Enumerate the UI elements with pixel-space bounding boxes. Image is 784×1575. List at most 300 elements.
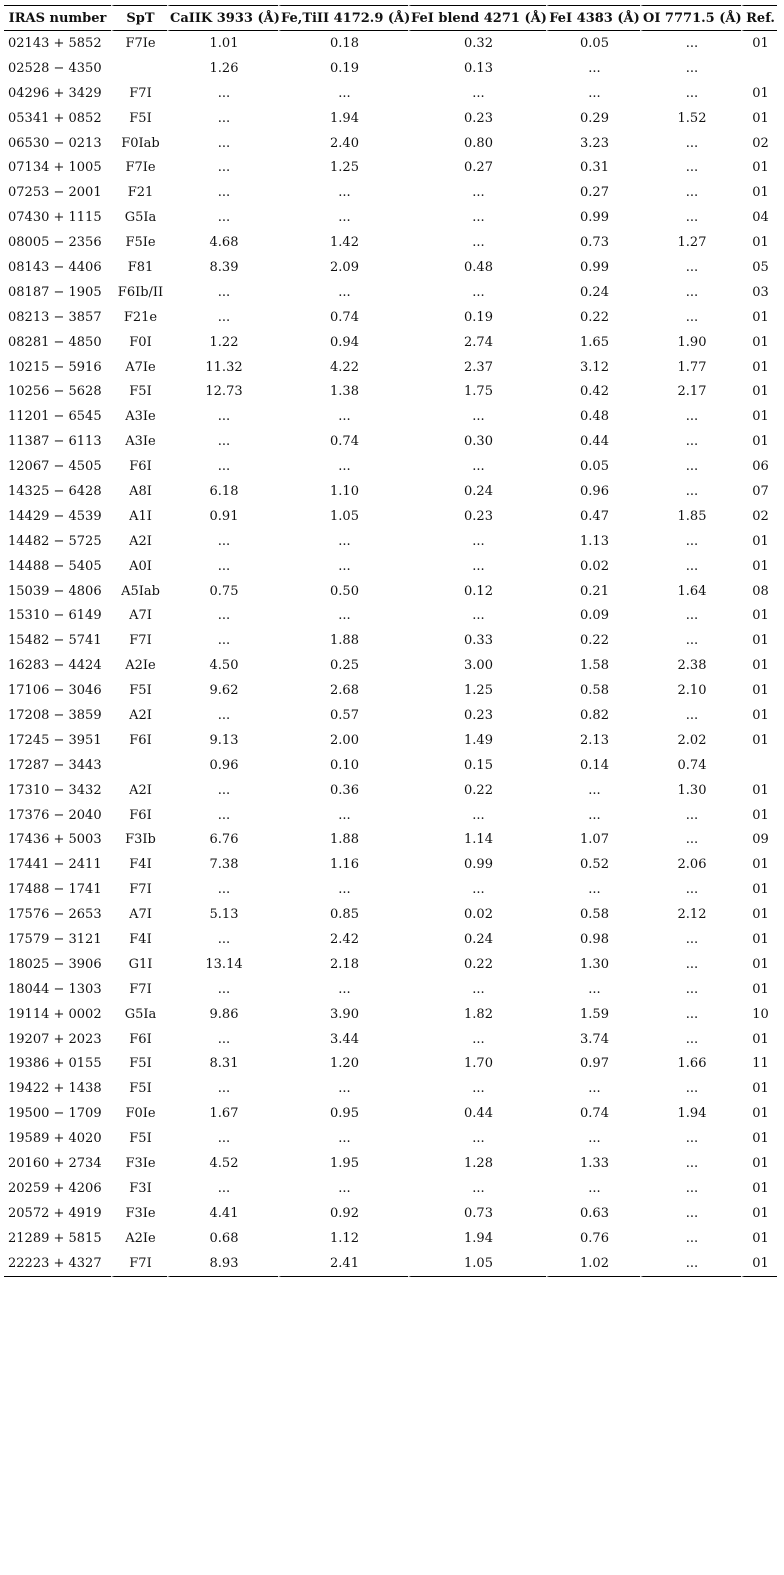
spectral-type-cell: F7I xyxy=(111,977,167,1002)
fetiii-cell: 1.20 xyxy=(278,1052,408,1077)
ref-cell: 01 xyxy=(741,106,777,131)
ref-cell: 06 xyxy=(741,454,777,479)
table-row xyxy=(4,653,777,678)
spectral-type-cell: F6I xyxy=(111,1027,167,1052)
table-row xyxy=(4,230,777,255)
ref-cell: 01 xyxy=(741,1027,777,1052)
oi-cell: ... xyxy=(640,305,741,330)
ref-cell xyxy=(741,56,777,81)
iras-number-cell: 19589 + 4020 xyxy=(8,1131,102,1147)
fei-blend-cell: ... xyxy=(408,529,546,554)
fei-blend-cell: ... xyxy=(408,603,546,628)
caiik-cell: 1.01 xyxy=(167,31,278,56)
oi-cell: ... xyxy=(640,280,741,305)
spectral-type-cell: F5Ie xyxy=(111,230,167,255)
fei-blend-cell: 0.27 xyxy=(408,155,546,180)
header-fei-4383: FeI 4383 (Å) xyxy=(546,5,640,31)
fetiii-cell: ... xyxy=(278,1126,408,1151)
oi-cell: ... xyxy=(640,56,741,81)
iras-number-cell: 17376 − 2040 xyxy=(8,807,102,823)
oi-cell: ... xyxy=(640,1027,741,1052)
fei-blend-cell: ... xyxy=(408,404,546,429)
oi-cell: ... xyxy=(640,828,741,853)
caiik-cell: ... xyxy=(167,877,278,902)
table-row xyxy=(4,1201,777,1226)
caiik-cell: 4.52 xyxy=(167,1151,278,1176)
iras-number-cell: 14482 − 5725 xyxy=(8,533,102,549)
table-row xyxy=(4,603,777,628)
spectral-type-cell: F3Ie xyxy=(111,1151,167,1176)
fei-4383-cell: ... xyxy=(546,1126,640,1151)
caiik-cell: 12.73 xyxy=(167,379,278,404)
oi-cell: ... xyxy=(640,927,741,952)
fei-4383-cell: ... xyxy=(546,778,640,803)
ref-cell: 01 xyxy=(741,1126,777,1151)
oi-cell: 2.10 xyxy=(640,678,741,703)
fetiii-cell: 1.16 xyxy=(278,852,408,877)
spectral-type-cell: F7I xyxy=(111,877,167,902)
caiik-cell: 1.67 xyxy=(167,1101,278,1126)
spectral-type-cell: G1I xyxy=(111,952,167,977)
fetiii-cell: ... xyxy=(278,977,408,1002)
fei-4383-cell: 0.22 xyxy=(546,305,640,330)
iras-number-cell: 10215 − 5916 xyxy=(8,359,102,375)
ref-cell: 01 xyxy=(741,703,777,728)
fei-4383-cell: 0.09 xyxy=(546,603,640,628)
spectral-type-cell: F6I xyxy=(111,803,167,828)
fei-4383-cell: 0.27 xyxy=(546,180,640,205)
fei-4383-cell: 0.05 xyxy=(546,454,640,479)
oi-cell: ... xyxy=(640,1176,741,1201)
caiik-cell: ... xyxy=(167,454,278,479)
table-row xyxy=(4,1076,777,1101)
fei-blend-cell: ... xyxy=(408,454,546,479)
fei-blend-cell: 0.19 xyxy=(408,305,546,330)
iras-number-cell: 07253 − 2001 xyxy=(8,185,102,201)
spectral-type-cell: F81 xyxy=(111,255,167,280)
fetiii-cell: 0.94 xyxy=(278,330,408,355)
fei-blend-cell: 0.44 xyxy=(408,1101,546,1126)
ref-cell: 09 xyxy=(741,828,777,853)
caiik-cell: ... xyxy=(167,205,278,230)
table-row xyxy=(4,952,777,977)
fetiii-cell: 2.40 xyxy=(278,131,408,156)
iras-number-cell: 14325 − 6428 xyxy=(8,483,102,499)
iras-number-cell: 05341 + 0852 xyxy=(8,110,102,126)
table-row xyxy=(4,529,777,554)
caiik-cell: ... xyxy=(167,1176,278,1201)
caiik-cell: 4.41 xyxy=(167,1201,278,1226)
fetiii-cell: 0.92 xyxy=(278,1201,408,1226)
fei-4383-cell: 0.96 xyxy=(546,479,640,504)
fetiii-cell: 0.74 xyxy=(278,305,408,330)
fei-blend-cell: 3.00 xyxy=(408,653,546,678)
fei-4383-cell: 0.82 xyxy=(546,703,640,728)
fei-4383-cell: 0.98 xyxy=(546,927,640,952)
spectral-type-cell: G5Ia xyxy=(111,205,167,230)
fei-4383-cell: 3.74 xyxy=(546,1027,640,1052)
fetiii-cell: 0.36 xyxy=(278,778,408,803)
ref-cell: 03 xyxy=(741,280,777,305)
table-row xyxy=(4,728,777,753)
ref-cell: 01 xyxy=(741,1151,777,1176)
ref-cell: 01 xyxy=(741,81,777,106)
ref-cell: 01 xyxy=(741,977,777,1002)
oi-cell: ... xyxy=(640,31,741,56)
fei-blend-cell: 1.05 xyxy=(408,1251,546,1277)
ref-cell: 01 xyxy=(741,1101,777,1126)
caiik-cell: ... xyxy=(167,977,278,1002)
table-row xyxy=(4,828,777,853)
caiik-cell: 0.91 xyxy=(167,504,278,529)
fei-blend-cell: ... xyxy=(408,180,546,205)
fei-blend-cell: 0.23 xyxy=(408,703,546,728)
fetiii-cell: 2.41 xyxy=(278,1251,408,1277)
caiik-cell: ... xyxy=(167,1126,278,1151)
spectral-type-cell: F5I xyxy=(111,1076,167,1101)
fei-4383-cell: 0.29 xyxy=(546,106,640,131)
caiik-cell: 6.76 xyxy=(167,828,278,853)
iras-number-cell: 07430 + 1115 xyxy=(8,210,102,226)
spectral-type-cell: F5I xyxy=(111,678,167,703)
fei-4383-cell: 1.65 xyxy=(546,330,640,355)
fei-blend-cell: 0.24 xyxy=(408,927,546,952)
caiik-cell: 7.38 xyxy=(167,852,278,877)
fetiii-cell: 0.25 xyxy=(278,653,408,678)
iras-number-cell: 08005 − 2356 xyxy=(8,235,102,251)
fei-blend-cell: 0.32 xyxy=(408,31,546,56)
fei-blend-cell: ... xyxy=(408,977,546,1002)
ref-cell: 01 xyxy=(741,230,777,255)
fetiii-cell: ... xyxy=(278,280,408,305)
oi-cell: 1.85 xyxy=(640,504,741,529)
table-row xyxy=(4,877,777,902)
oi-cell: ... xyxy=(640,1002,741,1027)
table-row xyxy=(4,902,777,927)
fei-4383-cell: ... xyxy=(546,81,640,106)
fetiii-cell: ... xyxy=(278,529,408,554)
spectral-type-cell: F3Ib xyxy=(111,828,167,853)
table-row xyxy=(4,355,777,380)
oi-cell: ... xyxy=(640,479,741,504)
fei-blend-cell: 2.74 xyxy=(408,330,546,355)
header-iras-number: IRAS number xyxy=(4,5,111,31)
fetiii-cell: ... xyxy=(278,554,408,579)
fei-4383-cell: ... xyxy=(546,977,640,1002)
iras-number-cell: 21289 + 5815 xyxy=(8,1230,102,1246)
fetiii-cell: 0.18 xyxy=(278,31,408,56)
table-row xyxy=(4,778,777,803)
table-row xyxy=(4,579,777,604)
table-row xyxy=(4,454,777,479)
spectral-type-cell: A8I xyxy=(111,479,167,504)
ref-cell: 01 xyxy=(741,529,777,554)
table-row xyxy=(4,404,777,429)
fetiii-cell: 1.95 xyxy=(278,1151,408,1176)
oi-cell: 1.66 xyxy=(640,1052,741,1077)
spectral-type-cell: A0I xyxy=(111,554,167,579)
oi-cell: 2.38 xyxy=(640,653,741,678)
fei-4383-cell: 0.74 xyxy=(546,1101,640,1126)
caiik-cell: ... xyxy=(167,280,278,305)
caiik-cell: ... xyxy=(167,927,278,952)
caiik-cell: ... xyxy=(167,1076,278,1101)
table-row xyxy=(4,753,777,778)
spectral-type-cell: F7I xyxy=(111,1251,167,1277)
fei-blend-cell: ... xyxy=(408,877,546,902)
ref-cell: 01 xyxy=(741,180,777,205)
fei-blend-cell: ... xyxy=(408,1027,546,1052)
fei-blend-cell: 0.22 xyxy=(408,778,546,803)
table-row xyxy=(4,31,777,56)
iras-number-cell: 04296 + 3429 xyxy=(8,85,102,101)
ref-cell: 01 xyxy=(741,330,777,355)
caiik-cell: ... xyxy=(167,778,278,803)
oi-cell: 1.64 xyxy=(640,579,741,604)
iras-number-cell: 17310 − 3432 xyxy=(8,782,102,798)
ref-cell: 01 xyxy=(741,379,777,404)
iras-number-cell: 19386 + 0155 xyxy=(8,1056,102,1072)
caiik-cell: ... xyxy=(167,628,278,653)
fei-4383-cell: 0.44 xyxy=(546,429,640,454)
spectral-type-cell: F7I xyxy=(111,628,167,653)
oi-cell: ... xyxy=(640,603,741,628)
fei-4383-cell: 0.14 xyxy=(546,753,640,778)
fetiii-cell: 3.44 xyxy=(278,1027,408,1052)
table-row xyxy=(4,977,777,1002)
iras-number-cell: 17436 + 5003 xyxy=(8,832,102,848)
caiik-cell: ... xyxy=(167,155,278,180)
caiik-cell: 8.39 xyxy=(167,255,278,280)
iras-number-cell: 17245 − 3951 xyxy=(8,732,102,748)
spectral-type-cell: F6I xyxy=(111,454,167,479)
header-fei-blend: FeI blend 4271 (Å) xyxy=(408,5,546,31)
ref-cell: 07 xyxy=(741,479,777,504)
iras-number-cell: 08187 − 1905 xyxy=(8,284,102,300)
fetiii-cell: 1.42 xyxy=(278,230,408,255)
table-row xyxy=(4,703,777,728)
caiik-cell: ... xyxy=(167,1027,278,1052)
fei-4383-cell: 3.12 xyxy=(546,355,640,380)
fetiii-cell: 0.19 xyxy=(278,56,408,81)
fei-blend-cell: 0.02 xyxy=(408,902,546,927)
iras-number-cell: 07134 + 1005 xyxy=(8,160,102,176)
oi-cell: ... xyxy=(640,1076,741,1101)
ref-cell: 01 xyxy=(741,603,777,628)
spectral-type-cell: A1I xyxy=(111,504,167,529)
spectral-type-cell xyxy=(111,753,167,778)
header-spectral-type: SpT xyxy=(111,5,167,31)
table-row xyxy=(4,1126,777,1151)
spectral-type-cell: A7I xyxy=(111,902,167,927)
fetiii-cell: ... xyxy=(278,180,408,205)
fei-blend-cell: 1.14 xyxy=(408,828,546,853)
spectral-type-cell: F4I xyxy=(111,852,167,877)
fei-4383-cell: 1.33 xyxy=(546,1151,640,1176)
fei-blend-cell: ... xyxy=(408,205,546,230)
caiik-cell: ... xyxy=(167,305,278,330)
fei-4383-cell: 1.13 xyxy=(546,529,640,554)
table-header xyxy=(4,5,777,31)
caiik-cell: 8.31 xyxy=(167,1052,278,1077)
fei-4383-cell: 0.24 xyxy=(546,280,640,305)
table-row xyxy=(4,255,777,280)
iras-number-cell: 17579 − 3121 xyxy=(8,932,102,947)
ref-cell: 01 xyxy=(741,927,777,952)
fetiii-cell: 2.18 xyxy=(278,952,408,977)
ref-cell: 01 xyxy=(741,902,777,927)
oi-cell: ... xyxy=(640,1251,741,1277)
oi-cell: ... xyxy=(640,155,741,180)
ref-cell: 01 xyxy=(741,155,777,180)
table-row xyxy=(4,305,777,330)
iras-number-cell: 02528 − 4350 xyxy=(8,60,102,76)
fei-blend-cell: ... xyxy=(408,1176,546,1201)
fei-4383-cell: 0.58 xyxy=(546,678,640,703)
iras-number-cell: 11387 − 6113 xyxy=(8,434,102,450)
oi-cell: ... xyxy=(640,628,741,653)
iras-number-cell: 19500 − 1709 xyxy=(8,1106,102,1122)
ref-cell: 01 xyxy=(741,404,777,429)
table-row xyxy=(4,554,777,579)
spectral-type-cell: A2I xyxy=(111,703,167,728)
ref-cell: 11 xyxy=(741,1052,777,1077)
oi-cell: ... xyxy=(640,952,741,977)
fei-4383-cell: 1.07 xyxy=(546,828,640,853)
fei-4383-cell: 3.23 xyxy=(546,131,640,156)
fei-blend-cell: 0.48 xyxy=(408,255,546,280)
fei-blend-cell: 1.70 xyxy=(408,1052,546,1077)
oi-cell: ... xyxy=(640,205,741,230)
ref-cell: 02 xyxy=(741,131,777,156)
iras-number-cell: 19207 + 2023 xyxy=(8,1031,102,1047)
iras-number-cell: 12067 − 4505 xyxy=(8,459,102,475)
caiik-cell: ... xyxy=(167,703,278,728)
oi-cell: ... xyxy=(640,977,741,1002)
fei-blend-cell: 2.37 xyxy=(408,355,546,380)
oi-cell: ... xyxy=(640,554,741,579)
caiik-cell: 0.68 xyxy=(167,1226,278,1251)
header-ref: Ref. xyxy=(741,5,777,31)
equivalent-width-table xyxy=(4,5,777,1277)
ref-cell xyxy=(741,753,777,778)
ref-cell: 01 xyxy=(741,1226,777,1251)
iras-number-cell: 15310 − 6149 xyxy=(8,608,102,624)
ref-cell: 01 xyxy=(741,1251,777,1277)
spectral-type-cell: F5I xyxy=(111,379,167,404)
fei-blend-cell: 1.25 xyxy=(408,678,546,703)
caiik-cell: ... xyxy=(167,131,278,156)
fei-blend-cell: 0.30 xyxy=(408,429,546,454)
fei-4383-cell: 0.42 xyxy=(546,379,640,404)
fei-blend-cell: 0.33 xyxy=(408,628,546,653)
iras-number-cell: 02143 + 5852 xyxy=(8,35,102,51)
table-row xyxy=(4,1176,777,1201)
ref-cell: 02 xyxy=(741,504,777,529)
fetiii-cell: ... xyxy=(278,877,408,902)
iras-number-cell: 15482 − 5741 xyxy=(8,633,102,649)
fei-4383-cell: 0.58 xyxy=(546,902,640,927)
caiik-cell: ... xyxy=(167,81,278,106)
ref-cell: 01 xyxy=(741,1176,777,1201)
ref-cell: 01 xyxy=(741,1076,777,1101)
fetiii-cell: 0.10 xyxy=(278,753,408,778)
caiik-cell: 9.13 xyxy=(167,728,278,753)
fetiii-cell: 4.22 xyxy=(278,355,408,380)
iras-number-cell: 17488 − 1741 xyxy=(8,882,102,898)
fei-blend-cell: ... xyxy=(408,280,546,305)
header-row xyxy=(4,5,777,31)
iras-number-cell: 17576 − 2653 xyxy=(8,907,102,923)
fei-blend-cell: 1.28 xyxy=(408,1151,546,1176)
iras-number-cell: 18025 − 3906 xyxy=(8,956,102,972)
spectral-type-cell: A2Ie xyxy=(111,653,167,678)
caiik-cell: 9.62 xyxy=(167,678,278,703)
spectral-type-cell: A7I xyxy=(111,603,167,628)
spectral-type-cell: F21e xyxy=(111,305,167,330)
iras-number-cell: 17287 − 3443 xyxy=(8,757,102,773)
fei-blend-cell: ... xyxy=(408,1076,546,1101)
ref-cell: 01 xyxy=(741,31,777,56)
iras-number-cell: 10256 − 5628 xyxy=(8,384,102,400)
fei-4383-cell: 0.31 xyxy=(546,155,640,180)
table-row xyxy=(4,479,777,504)
spectral-type-cell: F7I xyxy=(111,81,167,106)
table-body xyxy=(4,31,777,1277)
iras-number-cell: 17441 − 2411 xyxy=(8,857,102,873)
fei-blend-cell: 1.94 xyxy=(408,1226,546,1251)
table-row xyxy=(4,1002,777,1027)
table-row xyxy=(4,927,777,952)
fetiii-cell: 1.88 xyxy=(278,628,408,653)
oi-cell: 2.06 xyxy=(640,852,741,877)
spectral-type-cell: F5I xyxy=(111,106,167,131)
oi-cell: ... xyxy=(640,180,741,205)
iras-number-cell: 15039 − 4806 xyxy=(8,583,102,599)
fei-blend-cell: 0.15 xyxy=(408,753,546,778)
table-row xyxy=(4,678,777,703)
oi-cell: ... xyxy=(640,81,741,106)
oi-cell: 2.17 xyxy=(640,379,741,404)
oi-cell: ... xyxy=(640,454,741,479)
caiik-cell: ... xyxy=(167,554,278,579)
spectral-type-cell: F0I xyxy=(111,330,167,355)
table-row xyxy=(4,504,777,529)
caiik-cell: 0.75 xyxy=(167,579,278,604)
fei-4383-cell: 0.02 xyxy=(546,554,640,579)
iras-number-cell: 16283 − 4424 xyxy=(8,658,102,674)
ref-cell: 04 xyxy=(741,205,777,230)
fetiii-cell: 1.25 xyxy=(278,155,408,180)
ref-cell: 01 xyxy=(741,554,777,579)
caiik-cell: 0.96 xyxy=(167,753,278,778)
ref-cell: 01 xyxy=(741,429,777,454)
fei-blend-cell: ... xyxy=(408,554,546,579)
spectral-type-cell: F0Ie xyxy=(111,1101,167,1126)
iras-number-cell: 18044 − 1303 xyxy=(8,981,102,997)
fetiii-cell: 2.68 xyxy=(278,678,408,703)
ref-cell: 01 xyxy=(741,852,777,877)
table-row xyxy=(4,56,777,81)
spectral-type-cell: A3Ie xyxy=(111,404,167,429)
table-row xyxy=(4,1226,777,1251)
table-row xyxy=(4,131,777,156)
table-row xyxy=(4,106,777,131)
fetiii-cell: 0.50 xyxy=(278,579,408,604)
table-row xyxy=(4,205,777,230)
table-row xyxy=(4,379,777,404)
caiik-cell: 1.26 xyxy=(167,56,278,81)
